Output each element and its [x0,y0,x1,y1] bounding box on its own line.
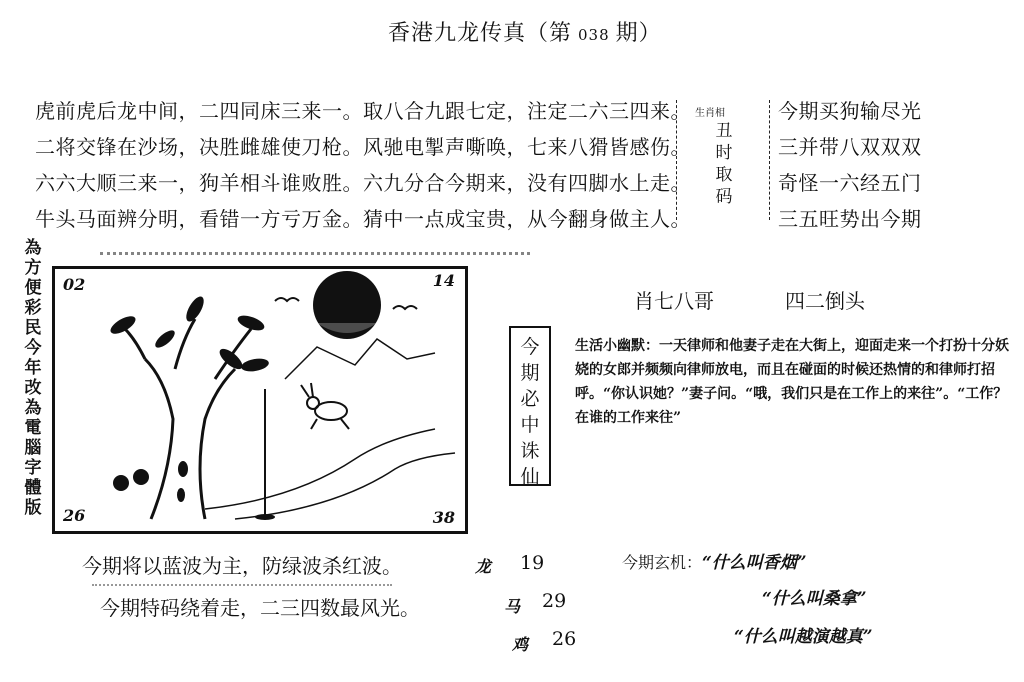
riddle-picture [52,266,468,534]
must-hit-text [519,334,541,490]
poem-line-3: 六六大顺三来一，狗羊相斗谁败胜。六九分合今期来，没有四脚水上走。 [35,171,691,195]
title-end: 期） [615,21,662,46]
corner-number-top-left: 02 [63,275,86,294]
fruit-icon [133,469,149,485]
zodiac-riddle-left: 肖七八哥 [634,289,714,313]
page-title [388,16,662,47]
animal-label-2: 马 [504,597,521,616]
mountain-outline [285,339,435,379]
xuanji-quote-1: “什么叫香烟” [702,553,807,573]
must-hit-label: 今期必中 [520,336,540,436]
bottom-line-1: 今期将以蓝波为主，防绿波杀红波。 [82,554,402,578]
xuanji-line [622,548,807,573]
time-box [676,100,770,220]
title-main: 香港九龙传真（第 [388,21,573,46]
right-line-3: 奇怪一六经五门 [778,171,922,195]
road-line [205,429,435,509]
humor-paragraph: 生活小幽默：一天律师和他妻子走在大街上，迎面走来一个打扮十分妖娆的女郎并频频向律师放电，而且在碰面的时候还热情的和律师打招呼。“你认识她？”妻子问。“哦，我们只是在工作上的来往”。“工作？在谁的工作来往” [575,338,1009,426]
must-hit-name: 诛仙 [520,440,540,488]
animal-label-3: 鸡 [512,635,529,654]
bird-icon [393,306,417,309]
poem-line-1: 虎前虎后龙中间，二四同床三来一。取八合九跟七定，注定二六三四来。 [35,99,691,123]
fruit-icon [113,475,129,491]
zodiac-riddle-right: 四二倒头 [785,289,865,313]
right-line-4: 三五旺势出今期 [778,207,922,231]
sidebar-vertical-text: 為方便彩民今年改為電腦字體版 [24,238,42,518]
right-line-2: 三并带八双双双 [778,135,922,159]
xuanji-quote-3: “什么叫越演越真” [734,627,873,647]
animal-label-1: 龙 [475,557,492,576]
animal-number-2: 29 [542,590,567,612]
poem-line-4: 牛头马面辨分明，看错一方亏万金。猜中一点成宝贵，从今翻身做主人。 [35,207,691,231]
corner-number-top-right: 14 [432,271,455,290]
time-box-vertical-text: 丑时取码 [715,121,733,207]
issue-number: 038 [578,26,610,44]
tree-trunk [145,359,235,519]
xuanji-label: 今期玄机： [622,553,703,572]
animal-number-3: 26 [552,628,577,650]
poem-line-2: 二将交锋在沙场，决胜雌雄使刀枪。风驰电掣声嘶唤，七来八猾皆感伤。 [35,135,691,159]
corner-number-bottom-left: 26 [63,506,86,525]
animal-number-1: 19 [520,552,545,574]
rabbit-icon [301,383,349,429]
scratch-line-top [100,244,530,255]
must-hit-box [509,326,551,486]
bottom-line-2: 今期特码绕着走，二三四数最风光。 [100,596,420,620]
xuanji-quote-2: “什么叫桑拿” [762,589,867,609]
right-line-1: 今期买狗输尽光 [778,99,922,123]
scratch-line-bottom [92,578,392,586]
tree-illustration [55,269,459,525]
bird-icon [275,298,299,301]
corner-number-bottom-right: 38 [432,508,455,527]
time-box-small-label: 生肖相 [695,108,725,119]
